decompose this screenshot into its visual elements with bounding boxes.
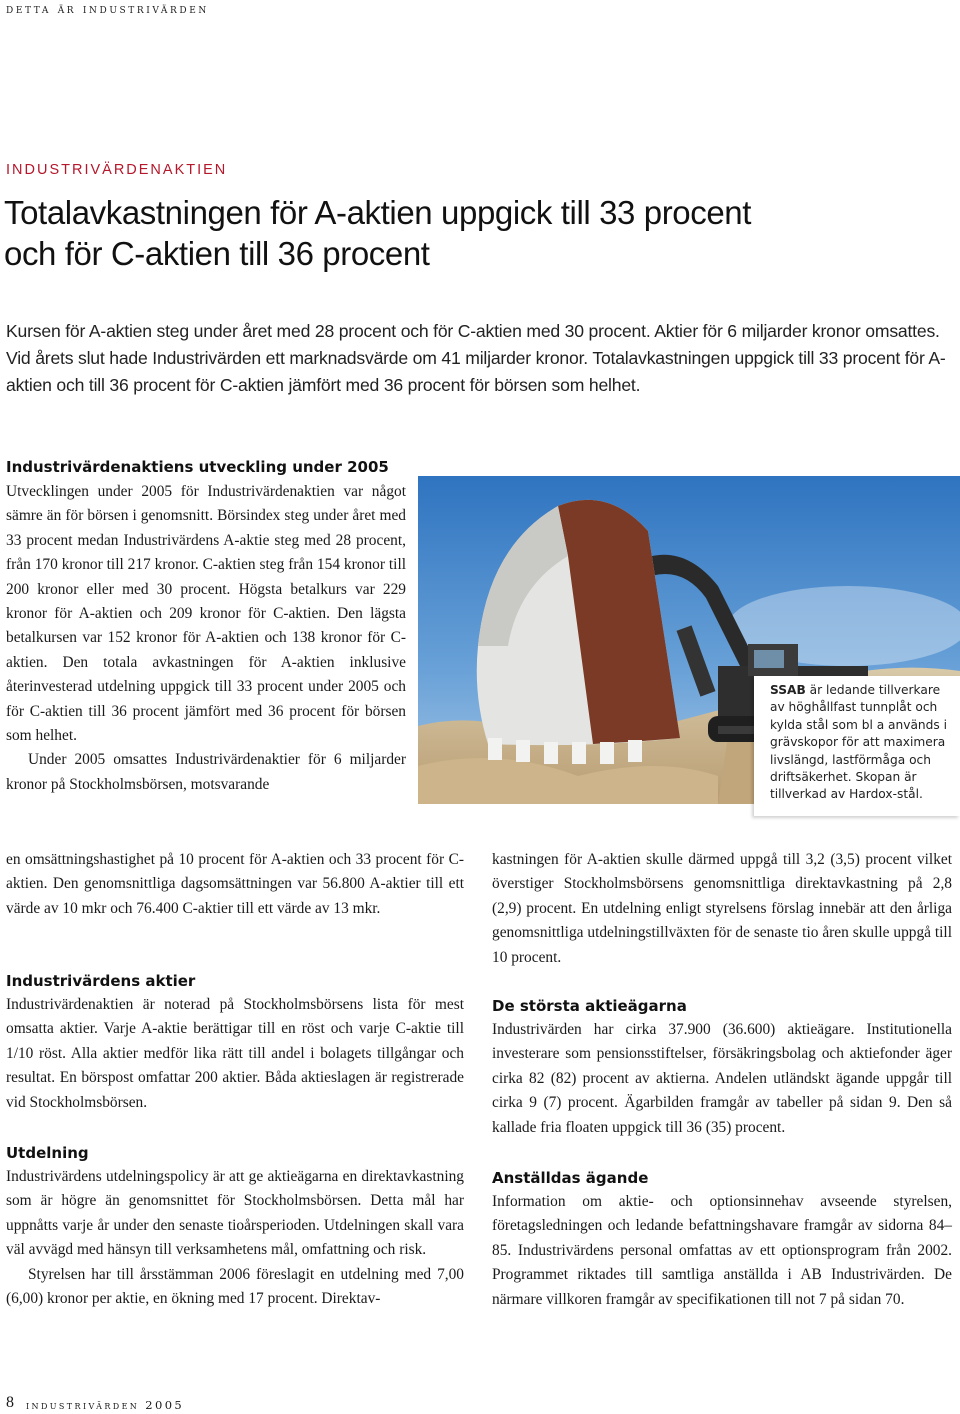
agare-paragraph-1: Industrivärden har cirka 37.900 (36.600) aktieägare. Institutionella investerare som pensionsstiftelser, försäkringsbolag och aktiefonder äger cirka 82 (82) procent av aktierna. Andelen utländskt ägande uppgår till cirka 9 (7) procent. Ägarbilden framgår av tabeller på sidan 9. Den så kallade fria floaten uppgick till 36 (35) procent. — [492, 1021, 952, 1136]
caption-text: är ledande tillverkare av höghållfast tunnplåt och kylda stål som bl a används i grävskopor för att maximera livslängd, lastförmåga och driftsäkerhet. Skopan är tillverkad av Hardox-stål. — [770, 683, 947, 802]
section-heading-aktier: Industrivärdens aktier — [6, 972, 196, 990]
photo-caption — [770, 682, 956, 804]
utveckling-paragraph-1: Utvecklingen under 2005 för Industrivärdenaktien var något sämre än för börsen i genomsnitt. Börsindex steg under året med 33 procent medan Industrivärdens A-aktie steg med 28 procent, från 170 kronor till 217 kronor. C-aktien steg från 154 kronor till 200 kronor eller med 30 procent. Högsta betalkurs var 229 kronor för A-aktien och 209 kronor för C-aktien. Den lägsta betalkursen var 152 kronor för A-aktien och 138 kronor för C-aktien. Den totala avkastningen för A-aktien inklusive återinvesterad utdelning uppgick till 33 procent under 2005 och för C-aktien till 36 procent jämfört med 36 procent för börsen som helhet. — [6, 483, 406, 745]
caption-brand: SSAB — [770, 683, 806, 697]
section-kicker: INDUSTRIVÄRDENAKTIEN — [6, 162, 228, 178]
section-aktier — [6, 972, 464, 1115]
running-head: detta är industrivärden — [6, 2, 209, 17]
utveckling-paragraph-2b: en omsättningshastighet på 10 procent för A-aktien och 33 procent för C-aktien. Den genomsnittliga dagsomsättningen var 56.800 A-aktier till ett värde av 10 mkr och 76.400 C-aktier till ett värde av 13 mkr. — [6, 851, 464, 917]
section-heading-anstallda: Anställdas ägande — [492, 1169, 649, 1187]
page-number: 8 — [6, 1394, 14, 1411]
section-anstallda — [492, 1169, 952, 1312]
section-heading-utdelning: Utdelning — [6, 1144, 89, 1162]
section-utdelning-continued — [492, 848, 952, 970]
section-utveckling-continued — [6, 848, 464, 921]
page-headline: Totalavkastningen för A-aktien uppgick till 33 procent och för C-aktien till 36 procent — [4, 194, 752, 272]
section-utdelning — [6, 1144, 464, 1311]
anstallda-paragraph-1: Information om aktie- och optionsinnehav avseende styrelsen, företagsledningen och ledande befattningshavare framgår av sidorna 84–85. Industrivärdens personal omfattas av ett optionsprogram från 2002. Programmet riktades till samtliga anställda i AB Industrivärden. De närmare villkoren framgår av specifikationen till not 7 på sidan 70. — [492, 1193, 952, 1308]
utdelning-paragraph-3: kastningen för A-aktien skulle därmed uppgå till 3,2 (3,5) procent vilket överstiger Stockholmsbörsens genomsnittliga direktavkastning på 2,8 (2,9) procent. En utdelning enligt styrelsens förslag innebär att den årliga genomsnittliga utdelningstillväxten för de senaste tio åren skulle uppgå till 10 procent. — [492, 851, 952, 966]
section-heading-agare: De största aktieägarna — [492, 997, 687, 1015]
utdelning-paragraph-1: Industrivärdens utdelningspolicy är att ge aktieägarna en direktavkastning som är högre än genomsnittet för Stockholmsbörsen. Detta mål har uppnåtts varje år under den senaste tioårsperioden. Utdelningen skall vara väl avvägd med hänsyn till verksamhetens mål, omfattning och risk. — [6, 1168, 464, 1259]
section-agare — [492, 997, 952, 1140]
lead-paragraph: Kursen för A-aktien steg under året med 28 procent och för C-aktien med 30 procent. Aktier för 6 miljarder kronor omsattes. Vid årets slut hade Industrivärden ett marknadsvärde om 41 miljarder kronor. Totalavkastningen uppgick till 33 procent för A-aktien och till 36 procent för C-aktien jämfört med 36 procent för börsen som helhet. — [6, 321, 946, 395]
aktier-paragraph-1: Industrivärdenaktien är noterad på Stockholmsbörsens lista för mest omsatta aktier. Varje A-aktie berättigar till en röst och varje C-aktie till 1/10 röst. Alla aktier medför lika rätt till andel i bolagets tillgångar och resultat. En börspost omfattar 200 aktier. Båda aktieslagen är registrerade vid Stockholmsbörsen. — [6, 996, 464, 1111]
utdelning-paragraph-2: Styrelsen har till årsstämman 2006 föreslagit en utdelning med 7,00 (6,00) kronor per aktie, en ökning med 17 procent. Direktav- — [6, 1265, 464, 1308]
section-utveckling — [6, 458, 406, 797]
section-heading-utveckling: Industrivärdenaktiens utveckling under 2005 — [6, 458, 389, 476]
footer-publication: industrivärden 2005 — [26, 1398, 185, 1412]
utveckling-paragraph-2a: Under 2005 omsattes Industrivärdenaktier för 6 miljarder kronor på Stockholmsbörsen, motsvarande — [6, 751, 406, 793]
